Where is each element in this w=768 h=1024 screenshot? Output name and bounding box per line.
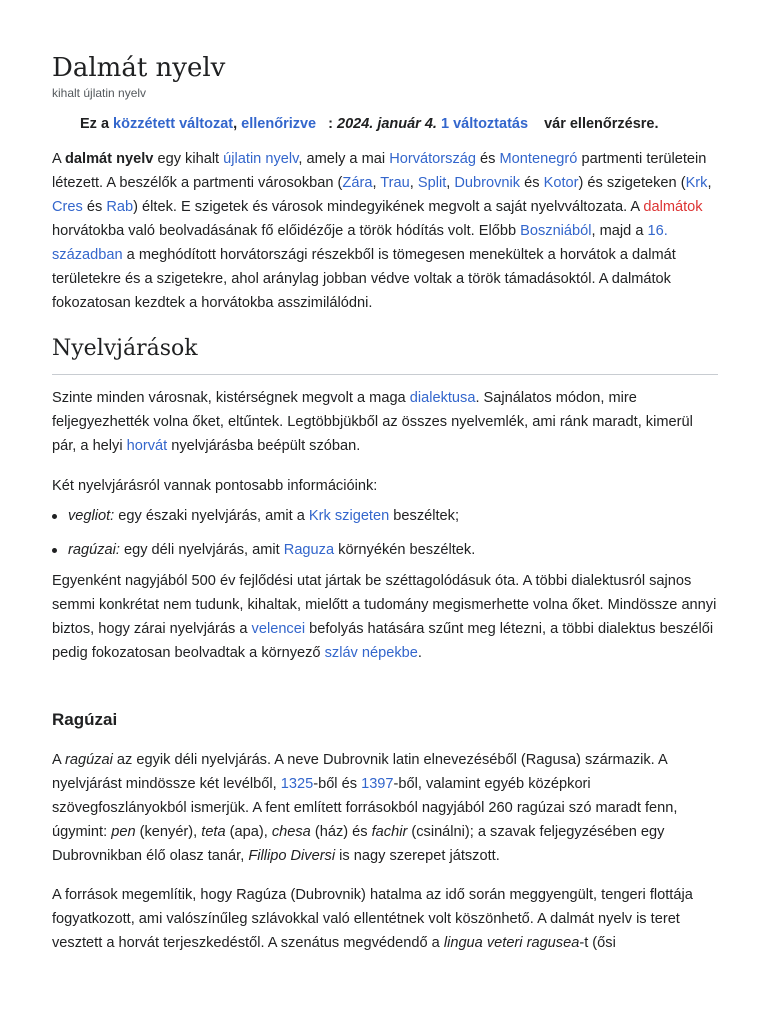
link-raguza[interactable]: Raguza (283, 542, 335, 558)
link-16-szazadban[interactable]: 16. században (52, 223, 668, 263)
link-horvatorszag[interactable]: Horvátország (389, 151, 476, 167)
notice-comma: , (233, 116, 238, 132)
link-krk-szigeten[interactable]: Krk szigeten (308, 508, 390, 524)
dialect-list (52, 504, 718, 562)
lead-term: dalmát nyelv (64, 151, 154, 167)
notice-date: 2024. január 4. (337, 116, 437, 132)
list-item: vegliot: egy északi nyelvjárás, amit a Krk szigeten beszéltek; (52, 504, 718, 528)
raguzai-paragraph-1: A ragúzai az egyik déli nyelvjárás. A neve Dubrovnik latin elnevezéséből (Ragusa) származik. A nyelvjárást mindössze két levélből, 1325-ből és 1397-ből, valamint egyéb középkori szövegfoszlányokból ismerjük. A fent említett forrásokból nagyjából 260 ragúzai szó maradt fenn, úgymint: pen (kenyér), teta (apa), chesa (ház) és fachir (csinálni); a szavak feljegyzésében egy Dubrovnikban élő olasz tanár, Fillipo Diversi is nagy szerepet játszott. (52, 752, 678, 864)
dialects-paragraph-1: Szinte minden városnak, kistérségnek megvolt a maga dialektusa. Sajnálatos módon, mire feljegyezhették volna őket, eltűntek. Legtöbbjükből az összes nyelvemlék, ami ránk maradt, kimerül pár, a helyi horvát nyelvjárásba beépült szóban. (52, 390, 693, 454)
link-velencei[interactable]: velencei (251, 621, 306, 637)
published-version-link[interactable]: közzétett változat (113, 116, 234, 132)
link-zara[interactable]: Zára (342, 175, 373, 191)
changes-link[interactable]: 1 változtatás (440, 116, 529, 132)
link-trau[interactable]: Trau (380, 175, 410, 191)
link-dubrovnik[interactable]: Dubrovnik (454, 175, 521, 191)
page-title: Dalmát nyelv (52, 53, 226, 83)
link-cres[interactable]: Cres (52, 199, 83, 215)
raguzai-paragraph-2: A források megemlítik, hogy Ragúza (Dubrovnik) hatalma az idő során meggyengült, tengeri flottája fogyatkozott, ami valószínűleg szlávokkal való ellentétnek volt köszönhető. A dalmát nyelv is teret vesztett a horvát terjeszkedéstől. A szenátus megvédendő a lingua veteri ragusea-t (ősi (52, 887, 693, 951)
link-split[interactable]: Split (417, 175, 447, 191)
link-rab[interactable]: Rab (106, 199, 134, 215)
link-boszniabol[interactable]: Boszniából (520, 223, 592, 239)
dialects-paragraph-2: Két nyelvjárásról vannak pontosabb információink: (52, 478, 378, 494)
link-dialektusa[interactable]: dialektusa (409, 390, 476, 406)
link-horvat[interactable]: horvát (126, 438, 168, 454)
dialects-paragraph-3: Egyenként nagyjából 500 év fejlődési utat jártak be széttagolódásuk óta. A többi dialektusról sajnos semmi konkrétat nem tudunk, kihaltak, mielőtt a tudomány megismerhette volna őket. Mindössze annyi biztos, hogy zárai nyelvjárás a velencei befolyás hatására szűnt meg létezni, a többi dialektus beszélői pedig fokozatosan beolvadtak a környező szláv népekbe. (52, 573, 717, 661)
notice-colon: : (328, 116, 333, 132)
review-notice (80, 116, 659, 132)
link-1397[interactable]: 1397 (361, 776, 394, 792)
link-szlav-nepekbe[interactable]: szláv népekbe (324, 645, 418, 661)
link-dalmatok[interactable]: dalmátok (643, 199, 703, 215)
heading-raguzai: Ragúzai (52, 710, 118, 729)
heading-nyelvjarasok: Nyelvjárások (52, 334, 718, 375)
notice-prefix: Ez a (80, 116, 110, 132)
link-1325[interactable]: 1325 (280, 776, 314, 792)
link-ujlatin-nyelv[interactable]: újlatin nyelv (223, 151, 299, 167)
link-montenegro[interactable]: Montenegró (499, 151, 578, 167)
reviewed-link[interactable]: ellenőrizve (241, 116, 317, 132)
link-krk[interactable]: Krk (685, 175, 708, 191)
list-item: ragúzai: egy déli nyelvjárás, amit Raguza környékén beszéltek. (52, 538, 718, 562)
link-kotor[interactable]: Kotor (543, 175, 579, 191)
intro-paragraph: A dalmát nyelv egy kihalt újlatin nyelv, amely a mai Horvátország és Montenegró partmenti területein létezett. A beszélők a partmenti városokban (Zára, Trau, Split, Dubrovnik és Kotor) és szigeteken (Krk, Cres és Rab) éltek. E szigetek és városok mindegyikének megvolt a saját nyelvváltozata. A dalmátok horvátokba való beolvadásának fő előidézője a török hódítás volt. Előbb Boszniából, majd a 16. században a meghódított horvátországi részekből is tömegesen menekültek a horvátok a dalmát területekre és a szigetekre, ahol aránylag jobban védve voltak a török támadásoktól. A dalmátok fokozatosan kezdtek a horvátokba asszimilálódni. (52, 151, 712, 311)
notice-suffix: vár ellenőrzésre. (544, 116, 659, 132)
page-subtitle: kihalt újlatin nyelv (52, 86, 147, 100)
